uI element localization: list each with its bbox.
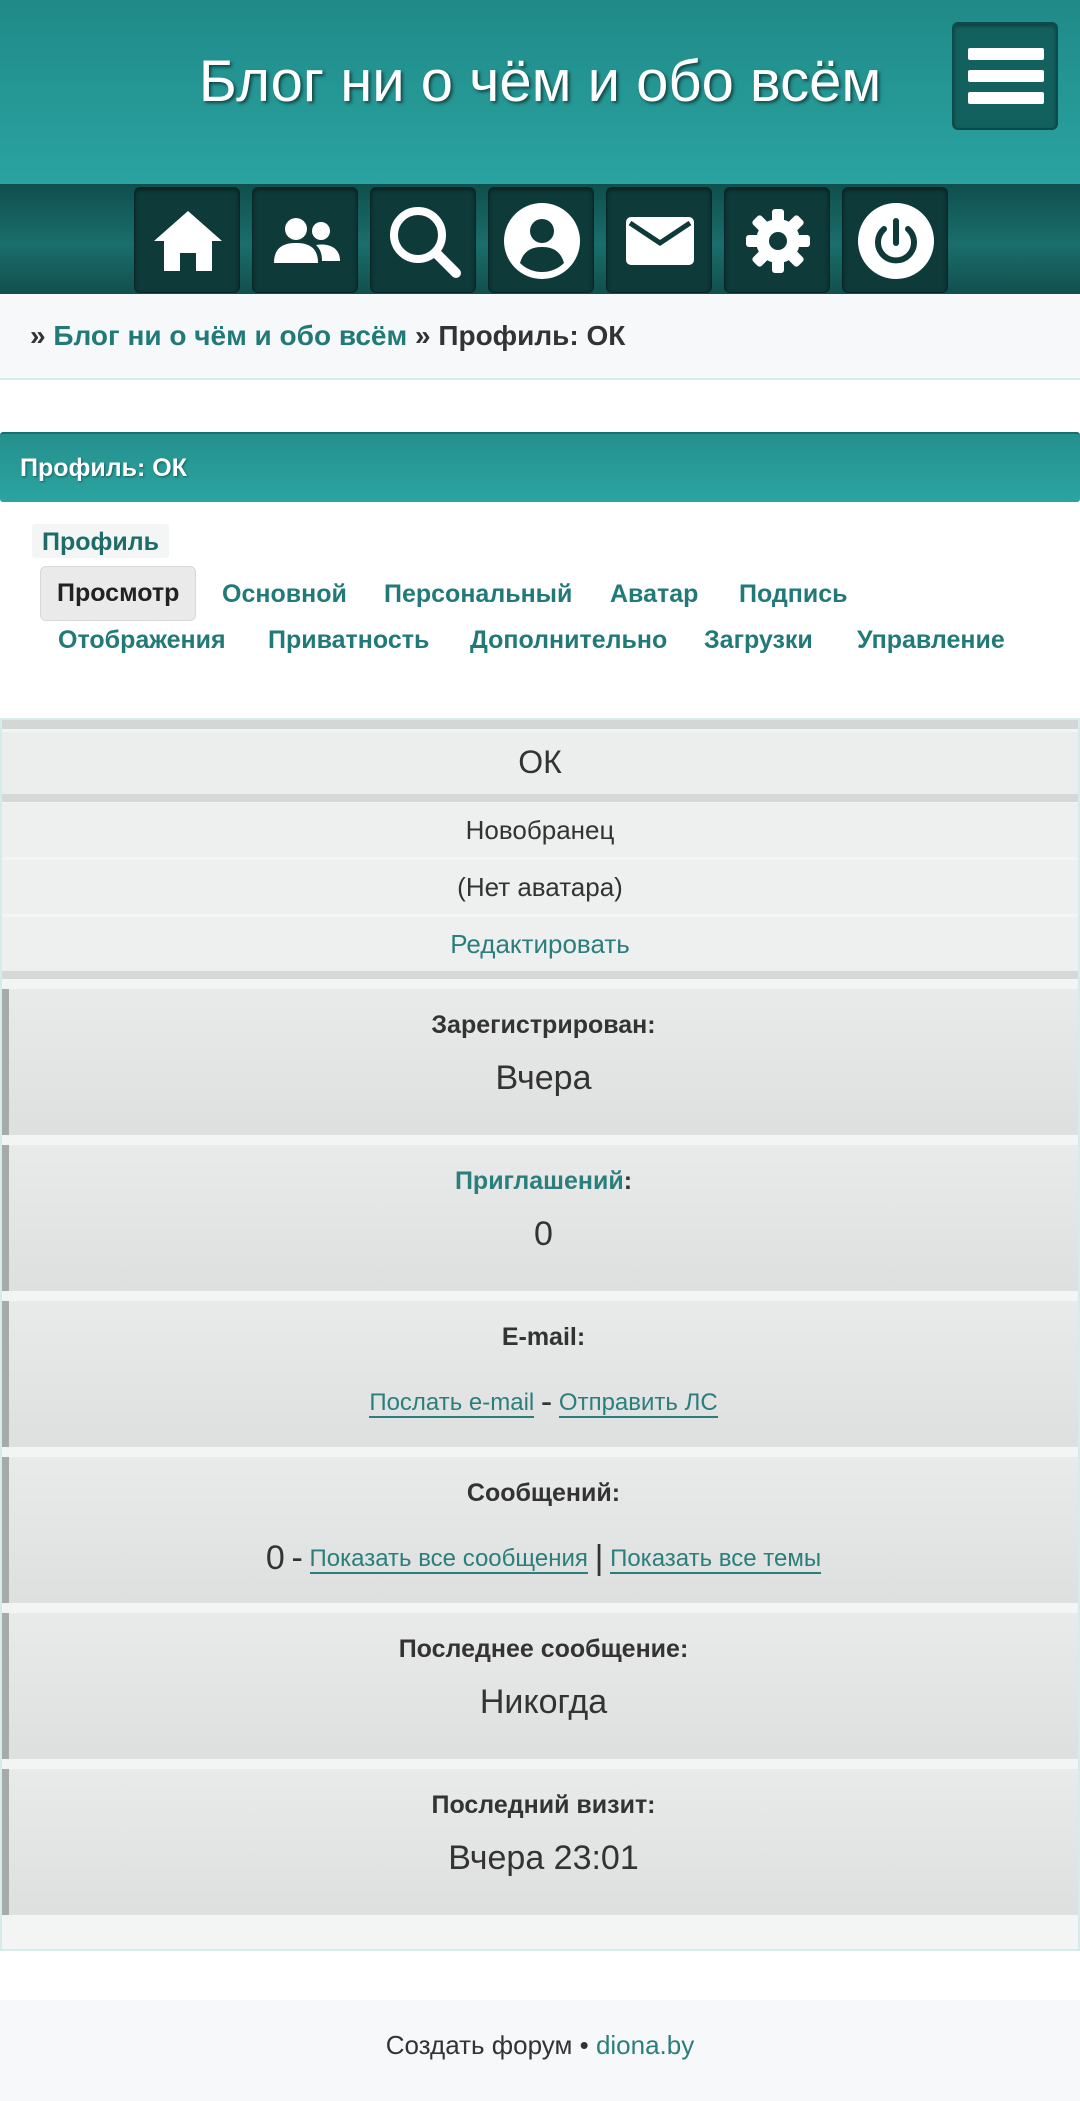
hamburger-menu-button[interactable] <box>952 22 1058 130</box>
footer-text: Создать форум • <box>385 2030 589 2060</box>
nav-profile-button[interactable] <box>488 187 594 293</box>
email-row <box>2 1301 1078 1447</box>
registered-label: Зарегистрирован: <box>431 1011 656 1039</box>
posts-actions <box>9 1539 1078 1578</box>
send-pm-link[interactable]: Отправить ЛС <box>558 1389 718 1416</box>
last-visit-value: Вчера 23:01 <box>448 1839 639 1877</box>
nav-mail-button[interactable] <box>606 187 712 293</box>
users-icon <box>266 201 346 281</box>
nav-bar <box>0 184 1080 294</box>
profile-panel <box>0 718 1080 1951</box>
email-actions <box>9 1383 1078 1422</box>
tab-management[interactable]: Управление <box>857 626 1005 654</box>
settings-icon <box>738 201 818 281</box>
divider <box>2 794 1078 802</box>
registered-row <box>2 989 1078 1135</box>
nav-users-button[interactable] <box>252 187 358 293</box>
tab-uploads[interactable]: Загрузки <box>704 626 813 654</box>
nav-home-button[interactable] <box>134 187 240 293</box>
footer-link[interactable]: diona.by <box>595 2030 695 2060</box>
tab-additional[interactable]: Дополнительно <box>470 626 668 654</box>
posts-dash: - <box>291 1539 303 1577</box>
edit-profile-link[interactable]: Редактировать <box>2 917 1078 971</box>
site-header <box>0 0 1080 184</box>
send-email-link[interactable]: Послать e-mail <box>369 1389 535 1416</box>
tab-view[interactable]: Просмотр <box>40 566 196 621</box>
menu-line <box>968 92 1044 104</box>
mail-icon <box>620 201 700 281</box>
invites-row <box>2 1145 1078 1291</box>
tab-privacy[interactable]: Приватность <box>268 626 430 654</box>
footer <box>0 2000 1080 2101</box>
posts-count: 0 <box>265 1539 285 1577</box>
user-rank: Новобранец <box>2 803 1078 857</box>
tab-display[interactable]: Отображения <box>58 626 226 654</box>
email-label: E-mail: <box>501 1323 586 1351</box>
menu-line <box>968 70 1044 82</box>
nav-logout-button[interactable] <box>842 187 948 293</box>
invites-link[interactable]: Приглашений <box>454 1167 624 1195</box>
tab-signature[interactable]: Подпись <box>739 580 848 608</box>
last-post-row <box>2 1613 1078 1759</box>
last-post-value: Никогда <box>479 1683 608 1721</box>
show-all-posts-link[interactable]: Показать все сообщения <box>309 1545 588 1572</box>
menu-line <box>968 48 1044 60</box>
posts-pipe: | <box>594 1539 604 1577</box>
profile-icon <box>502 201 582 281</box>
nav-search-button[interactable] <box>370 187 476 293</box>
posts-row <box>2 1457 1078 1603</box>
breadcrumb <box>0 294 1080 380</box>
show-all-topics-link[interactable]: Показать все темы <box>610 1545 822 1572</box>
breadcrumb-separator: » <box>414 320 431 351</box>
breadcrumb-current: Профиль: ОК <box>438 320 626 351</box>
last-visit-row <box>2 1769 1078 1915</box>
panel-top-border <box>2 720 1078 729</box>
last-visit-label: Последний визит: <box>431 1791 656 1819</box>
registered-value: Вчера <box>495 1059 592 1097</box>
site-title[interactable]: Блог ни о чём и обо всём <box>198 49 882 114</box>
user-avatar-placeholder: (Нет аватара) <box>2 860 1078 914</box>
breadcrumb-prefix: » <box>30 320 46 351</box>
search-icon <box>384 201 464 281</box>
nav-settings-button[interactable] <box>724 187 830 293</box>
last-post-label: Последнее сообщение: <box>398 1635 689 1663</box>
tab-personal[interactable]: Персональный <box>384 580 573 608</box>
posts-label: Сообщений: <box>466 1479 621 1507</box>
tab-avatar[interactable]: Аватар <box>610 580 699 608</box>
tab-basic[interactable]: Основной <box>222 580 347 608</box>
breadcrumb-home-link[interactable]: Блог ни о чём и обо всём <box>53 320 408 351</box>
home-icon <box>148 201 228 281</box>
username: ОК <box>2 732 1078 794</box>
divider <box>2 971 1078 979</box>
invites-colon: : <box>623 1167 633 1195</box>
email-dash: - <box>540 1383 553 1421</box>
tabs-section-label: Профиль <box>32 524 169 558</box>
invites-label <box>9 1167 1078 1196</box>
invites-value: 0 <box>534 1215 553 1253</box>
power-icon <box>856 201 936 281</box>
page-title: Профиль: ОК <box>0 432 1080 502</box>
